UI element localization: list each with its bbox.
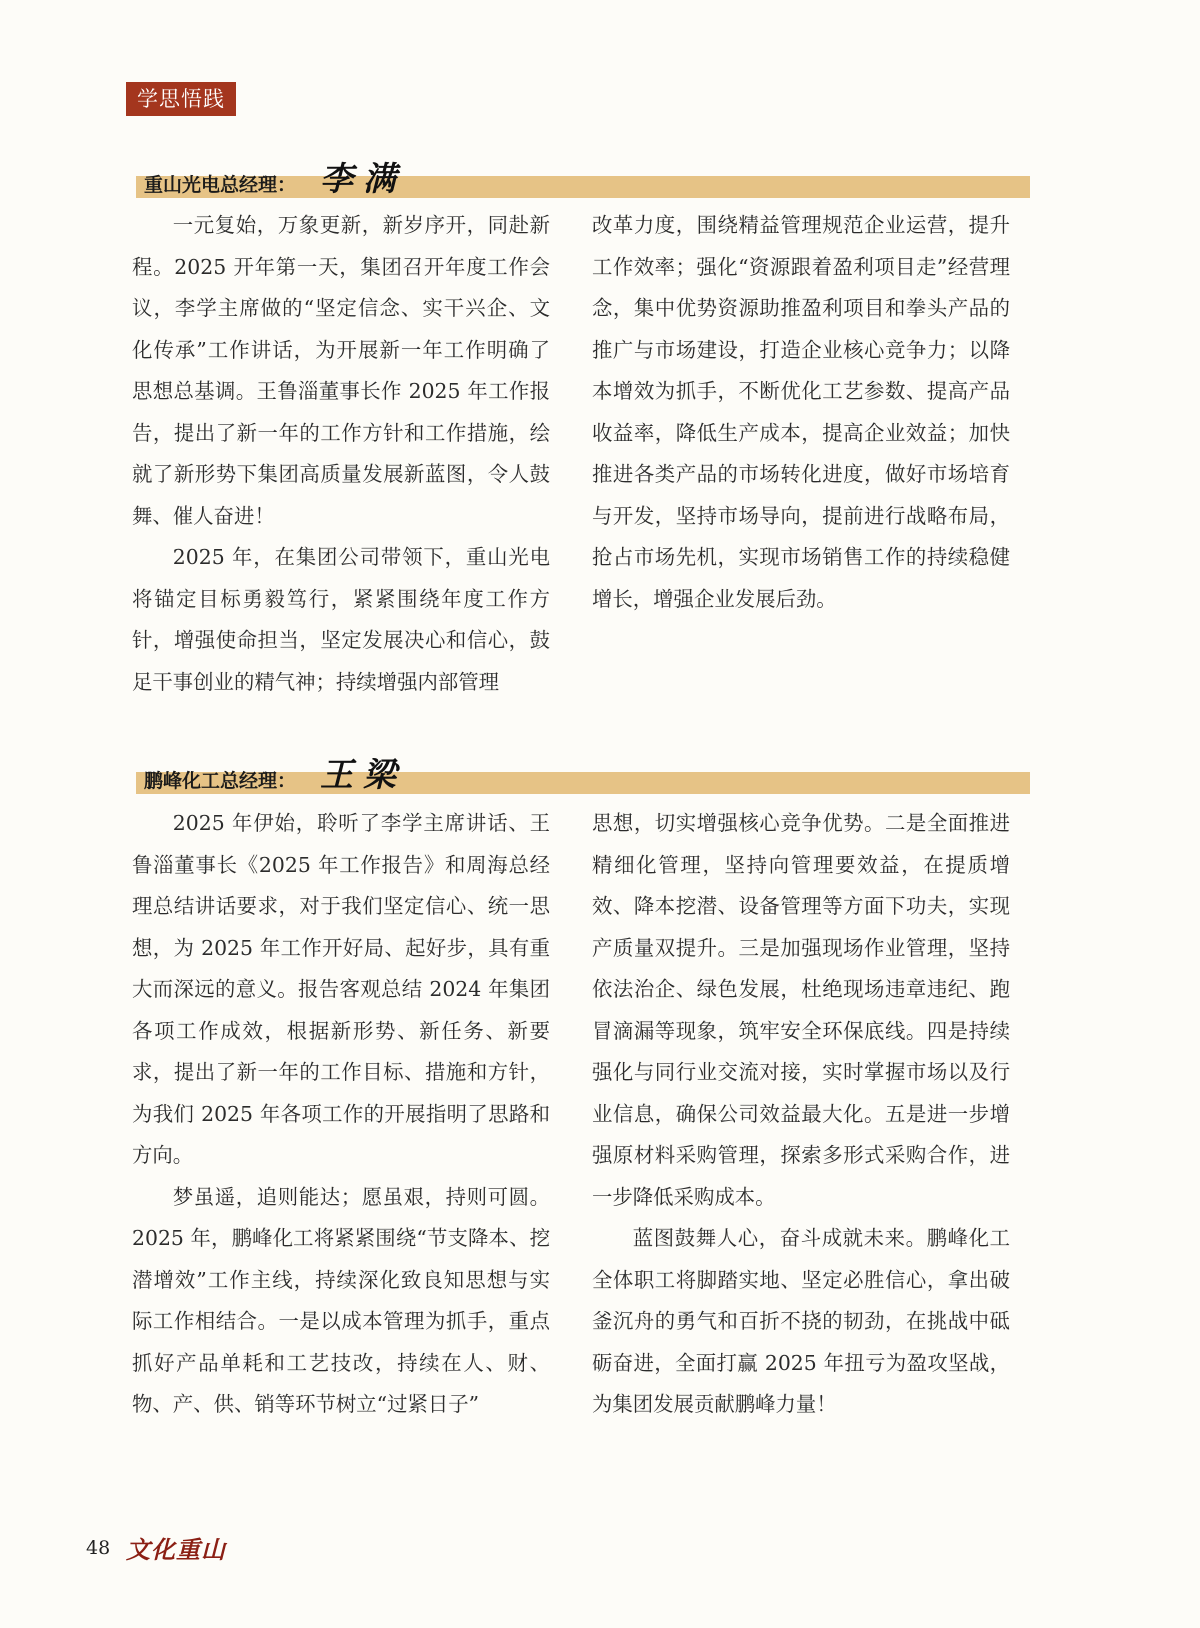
- paragraph: 蓝图鼓舞人心，奋斗成就未来。鹏峰化工全体职工将脚踏实地、坚定必胜信心，拿出破釜沉舟的勇气和百折不挠的韧劲，在挑战中砥砺奋进，全面打赢 2025 年扭亏为盈攻坚战，为集团发展贡献鹏峰力量！: [592, 1226, 1010, 1416]
- article-1-right-column: [592, 205, 1010, 620]
- paragraph: 2025 年伊始，聆听了李学主席讲话、王鲁淄董事长《2025 年工作报告》和周海总经理总结讲话要求，对于我们坚定信心、统一思想，为 2025 年工作开好局、起好步，具有重大而深远的意义。报告客观总结 2024 年集团各项工作成效，根据新形势、新任务、新要求，提出了新一年的工作目标、措施和方针，为我们 2025 年各项工作的开展指明了思路和方向。: [132, 811, 550, 1167]
- article-2-header: [136, 755, 1030, 794]
- section-tag: 学思悟践: [126, 82, 236, 116]
- author-role: 重山光电总经理：: [144, 174, 297, 196]
- author-name: 王梁: [320, 755, 406, 794]
- author-role: 鹏峰化工总经理：: [144, 770, 297, 792]
- paragraph: 梦虽遥，追则能达；愿虽艰，持则可圆。2025 年，鹏峰化工将紧紧围绕“节支降本、挖潜增效”工作主线，持续深化致良知思想与实际工作相结合。一是以成本管理为抓手，重点抓好产品单耗和工艺技改，持续在人、财、物、产、供、销等环节树立“过紧日子”: [132, 1184, 550, 1416]
- paragraph: 改革力度，围绕精益管理规范企业运营，提升工作效率；强化“资源跟着盈利项目走”经营理念，集中优势资源助推盈利项目和拳头产品的推广与市场建设，打造企业核心竞争力；以降本增效为抓手，不断优化工艺参数、提高产品收益率，降低生产成本，提高企业效益；加快推进各类产品的市场转化进度，做好市场培育与开发，坚持市场导向，提前进行战略布局，抢占市场先机，实现市场销售工作的持续稳健增长，增强企业发展后劲。: [592, 213, 1010, 611]
- article-1-left-column: [132, 205, 550, 703]
- article-2-left-column: [132, 803, 550, 1426]
- paragraph: 2025 年，在集团公司带领下，重山光电将锚定目标勇毅笃行，紧紧围绕年度工作方针，增强使命担当，坚定发展决心和信心，鼓足干事创业的精气神；持续增强内部管理: [132, 545, 550, 694]
- article-1-header: [136, 159, 1030, 198]
- article-2-right-column: [592, 803, 1010, 1426]
- author-name: 李满: [320, 159, 406, 198]
- paragraph: 思想，切实增强核心竞争优势。二是全面推进精细化管理，坚持向管理要效益，在提质增效、降本挖潜、设备管理等方面下功夫，实现产质量双提升。三是加强现场作业管理，坚持依法治企、绿色发展，杜绝现场违章违纪、跑冒滴漏等现象，筑牢安全环保底线。四是持续强化与同行业交流对接，实时掌握市场以及行业信息，确保公司效益最大化。五是进一步增强原材料采购管理，探索多形式采购合作，进一步降低采购成本。: [592, 811, 1010, 1209]
- paragraph: 一元复始，万象更新，新岁序开，同赴新程。2025 开年第一天，集团召开年度工作会议，李学主席做的“坚定信念、实干兴企、文化传承”工作讲话，为开展新一年工作明确了思想总基调。王鲁淄董事长作 2025 年工作报告，提出了新一年的工作方针和工作措施，绘就了新形势下集团高质量发展新蓝图，令人鼓舞、催人奋进！: [132, 213, 550, 528]
- page-number: 48: [86, 1537, 111, 1559]
- magazine-logo: 文化重山: [126, 1535, 226, 1564]
